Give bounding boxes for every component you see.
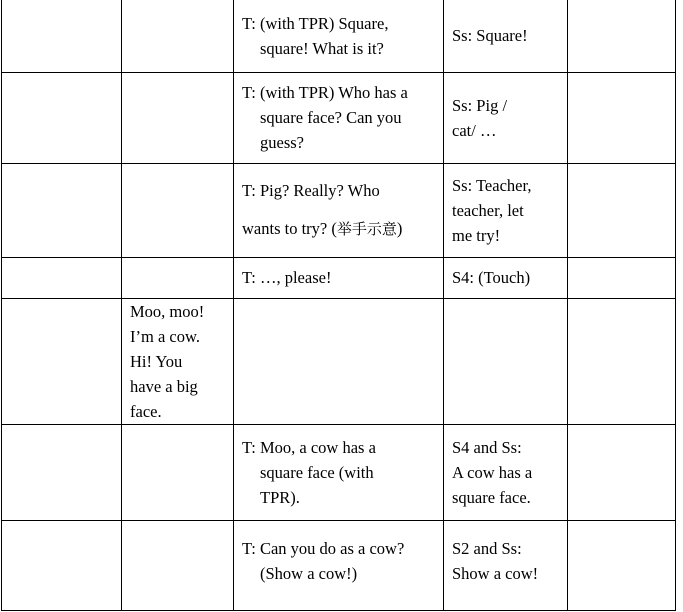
table-row [2, 520, 676, 610]
blank-cell [2, 424, 122, 520]
teacher-line: T: Moo, a cow has a square face (with TPR). [242, 437, 376, 507]
role-cell [122, 520, 234, 610]
teacher-line: T: Can you do as a cow? (Show a cow!) [242, 539, 405, 583]
students-line: S4: (Touch) [452, 268, 531, 287]
blank-cell [568, 298, 676, 424]
students-line: Ss: Square! [452, 26, 528, 46]
table-row [2, 72, 676, 163]
table-row [2, 257, 676, 298]
students-cell [444, 520, 568, 610]
students-cell [444, 257, 568, 298]
table-row [2, 0, 676, 72]
teacher-line: T: Pig? Really? Who wants to try? (举手示意) [242, 181, 403, 238]
students-cell [444, 0, 568, 72]
teacher-line: T: (with TPR) Who has a square face? Can you guess? [242, 83, 408, 152]
teacher-cell [234, 0, 444, 72]
lesson-table [1, 0, 676, 611]
blank-cell [2, 520, 122, 610]
blank-cell [568, 72, 676, 163]
students-cell [444, 298, 568, 424]
teacher-cell [234, 424, 444, 520]
role-cell [122, 163, 234, 257]
students-line: Ss: Teacher, teacher, let me try! [452, 175, 532, 245]
role-cell [122, 72, 234, 163]
blank-cell [568, 257, 676, 298]
blank-cell [2, 163, 122, 257]
teacher-cell [234, 520, 444, 610]
teacher-line: T: (with TPR) Square, square! What is it? [242, 13, 389, 58]
blank-cell [2, 72, 122, 163]
students-cell [444, 424, 568, 520]
teacher-cell [234, 298, 444, 424]
students-line: S2 and Ss: Show a cow! [452, 539, 539, 583]
teacher-cell [234, 163, 444, 257]
role-cell [122, 424, 234, 520]
students-cell [444, 72, 568, 163]
blank-cell [568, 424, 676, 520]
students-line: S4 and Ss: A cow has a square face. [452, 437, 533, 507]
teacher-line: T: …, please! [242, 268, 332, 287]
blank-cell [568, 0, 676, 72]
role-cell [122, 298, 234, 424]
role-text: Moo, moo! I’m a cow. Hi! You have a big face. [130, 301, 205, 421]
role-cell [122, 0, 234, 72]
students-cell [444, 163, 568, 257]
students-line: Ss: Pig / cat/ … [452, 95, 508, 140]
blank-cell [568, 163, 676, 257]
teacher-cell [234, 257, 444, 298]
blank-cell [568, 520, 676, 610]
table-row [2, 163, 676, 257]
blank-cell [2, 0, 122, 72]
teacher-cell [234, 72, 444, 163]
blank-cell [2, 257, 122, 298]
role-cell [122, 257, 234, 298]
blank-cell [2, 298, 122, 424]
table-row [2, 298, 676, 424]
table-row [2, 424, 676, 520]
